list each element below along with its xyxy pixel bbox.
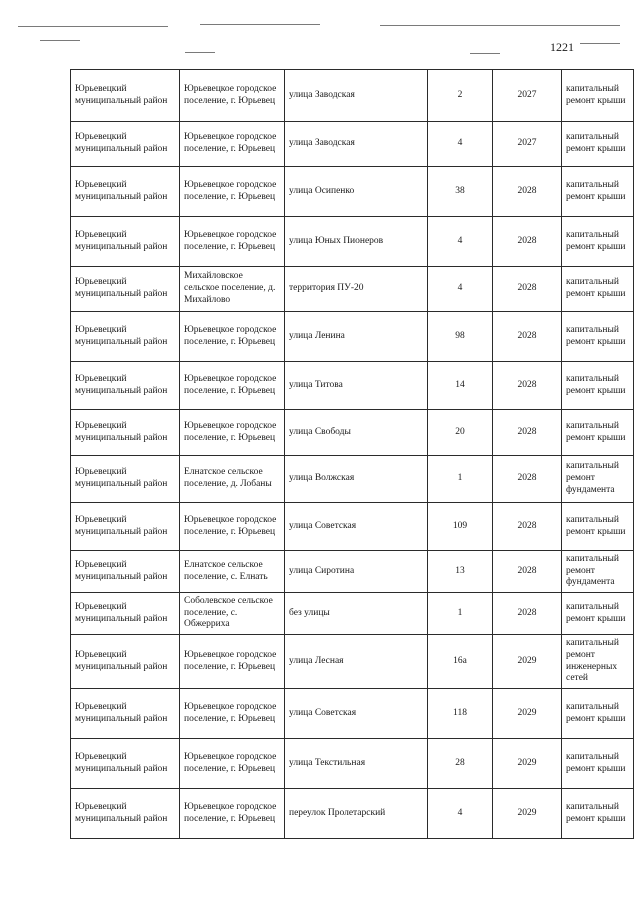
district-cell: Юрьевецкий муниципальный район	[71, 456, 180, 503]
street-cell: улица Текстильная	[285, 739, 428, 789]
district-cell: Юрьевецкий муниципальный район	[71, 217, 180, 267]
street-cell: переулок Пролетарский	[285, 789, 428, 839]
settlement-cell: Юрьевецкое городское поселение, г. Юрьевец	[180, 739, 285, 789]
street-cell: улица Лесная	[285, 635, 428, 689]
house-number-cell: 4	[428, 267, 493, 312]
repair-schedule-table	[70, 69, 634, 839]
work-type-cell: капитальный ремонт крыши	[562, 267, 634, 312]
table-row	[71, 551, 634, 593]
work-type-cell: капитальный ремонт крыши	[562, 689, 634, 739]
district-cell: Юрьевецкий муниципальный район	[71, 70, 180, 122]
settlement-cell: Юрьевецкое городское поселение, г. Юрьевец	[180, 410, 285, 456]
house-number-cell: 4	[428, 217, 493, 267]
house-number-cell: 4	[428, 789, 493, 839]
district-cell: Юрьевецкий муниципальный район	[71, 122, 180, 167]
street-cell: без улицы	[285, 593, 428, 635]
district-cell: Юрьевецкий муниципальный район	[71, 312, 180, 362]
table-row	[71, 789, 634, 839]
work-type-cell: капитальный ремонт крыши	[562, 167, 634, 217]
year-cell: 2027	[493, 70, 562, 122]
work-type-cell: капитальный ремонт фундамента	[562, 551, 634, 593]
house-number-cell: 4	[428, 122, 493, 167]
street-cell: улица Советская	[285, 503, 428, 551]
year-cell: 2029	[493, 635, 562, 689]
street-cell: улица Волжская	[285, 456, 428, 503]
settlement-cell: Юрьевецкое городское поселение, г. Юрьевец	[180, 503, 285, 551]
house-number-cell: 118	[428, 689, 493, 739]
table-row	[71, 503, 634, 551]
year-cell: 2028	[493, 551, 562, 593]
page-number: 1221	[550, 40, 574, 54]
work-type-cell: капитальный ремонт крыши	[562, 70, 634, 122]
house-number-cell: 16а	[428, 635, 493, 689]
settlement-cell: Юрьевецкое городское поселение, г. Юрьевец	[180, 167, 285, 217]
table-row	[71, 635, 634, 689]
table-row	[71, 410, 634, 456]
table-row	[71, 217, 634, 267]
year-cell: 2027	[493, 122, 562, 167]
scan-artifact-line	[18, 26, 168, 27]
year-cell: 2028	[493, 362, 562, 410]
table-row	[71, 312, 634, 362]
settlement-cell: Юрьевецкое городское поселение, г. Юрьевец	[180, 70, 285, 122]
district-cell: Юрьевецкий муниципальный район	[71, 410, 180, 456]
scan-artifact-line	[40, 40, 80, 41]
year-cell: 2029	[493, 789, 562, 839]
house-number-cell: 38	[428, 167, 493, 217]
street-cell: улица Юных Пионеров	[285, 217, 428, 267]
house-number-cell: 13	[428, 551, 493, 593]
year-cell: 2029	[493, 689, 562, 739]
work-type-cell: капитальный ремонт крыши	[562, 122, 634, 167]
scan-artifact-line	[185, 52, 215, 53]
house-number-cell: 20	[428, 410, 493, 456]
settlement-cell: Елнатское сельское поселение, с. Елнать	[180, 551, 285, 593]
work-type-cell: капитальный ремонт фундамента	[562, 456, 634, 503]
year-cell: 2028	[493, 167, 562, 217]
street-cell: территория ПУ-20	[285, 267, 428, 312]
settlement-cell: Соболевское сельское поселение, с. Обжерриха	[180, 593, 285, 635]
district-cell: Юрьевецкий муниципальный район	[71, 362, 180, 410]
house-number-cell: 1	[428, 456, 493, 503]
settlement-cell: Юрьевецкое городское поселение, г. Юрьевец	[180, 122, 285, 167]
house-number-cell: 28	[428, 739, 493, 789]
work-type-cell: капитальный ремонт инженерных сетей	[562, 635, 634, 689]
work-type-cell: капитальный ремонт крыши	[562, 739, 634, 789]
scan-artifact-line	[470, 53, 500, 54]
street-cell: улица Советская	[285, 689, 428, 739]
table-row	[71, 456, 634, 503]
table-row	[71, 362, 634, 410]
district-cell: Юрьевецкий муниципальный район	[71, 551, 180, 593]
settlement-cell: Михайловское сельское поселение, д. Михайлово	[180, 267, 285, 312]
work-type-cell: капитальный ремонт крыши	[562, 312, 634, 362]
street-cell: улица Титова	[285, 362, 428, 410]
settlement-cell: Юрьевецкое городское поселение, г. Юрьевец	[180, 635, 285, 689]
district-cell: Юрьевецкий муниципальный район	[71, 503, 180, 551]
district-cell: Юрьевецкий муниципальный район	[71, 789, 180, 839]
street-cell: улица Ленина	[285, 312, 428, 362]
street-cell: улица Сиротина	[285, 551, 428, 593]
table-row	[71, 593, 634, 635]
year-cell: 2028	[493, 456, 562, 503]
year-cell: 2028	[493, 593, 562, 635]
district-cell: Юрьевецкий муниципальный район	[71, 593, 180, 635]
street-cell: улица Заводская	[285, 70, 428, 122]
table-row	[71, 167, 634, 217]
district-cell: Юрьевецкий муниципальный район	[71, 739, 180, 789]
settlement-cell: Юрьевецкое городское поселение, г. Юрьевец	[180, 789, 285, 839]
street-cell: улица Заводская	[285, 122, 428, 167]
house-number-cell: 2	[428, 70, 493, 122]
district-cell: Юрьевецкий муниципальный район	[71, 267, 180, 312]
house-number-cell: 1	[428, 593, 493, 635]
year-cell: 2028	[493, 267, 562, 312]
work-type-cell: капитальный ремонт крыши	[562, 503, 634, 551]
work-type-cell: капитальный ремонт крыши	[562, 410, 634, 456]
year-cell: 2028	[493, 217, 562, 267]
work-type-cell: капитальный ремонт крыши	[562, 593, 634, 635]
year-cell: 2028	[493, 410, 562, 456]
district-cell: Юрьевецкий муниципальный район	[71, 635, 180, 689]
settlement-cell: Елнатское сельское поселение, д. Лобаны	[180, 456, 285, 503]
year-cell: 2029	[493, 739, 562, 789]
year-cell: 2028	[493, 503, 562, 551]
street-cell: улица Осипенко	[285, 167, 428, 217]
district-cell: Юрьевецкий муниципальный район	[71, 167, 180, 217]
table-row	[71, 70, 634, 122]
house-number-cell: 14	[428, 362, 493, 410]
district-cell: Юрьевецкий муниципальный район	[71, 689, 180, 739]
table-row	[71, 739, 634, 789]
house-number-cell: 98	[428, 312, 493, 362]
settlement-cell: Юрьевецкое городское поселение, г. Юрьевец	[180, 362, 285, 410]
settlement-cell: Юрьевецкое городское поселение, г. Юрьевец	[180, 312, 285, 362]
settlement-cell: Юрьевецкое городское поселение, г. Юрьевец	[180, 217, 285, 267]
settlement-cell: Юрьевецкое городское поселение, г. Юрьевец	[180, 689, 285, 739]
table-row	[71, 267, 634, 312]
work-type-cell: капитальный ремонт крыши	[562, 217, 634, 267]
work-type-cell: капитальный ремонт крыши	[562, 362, 634, 410]
house-number-cell: 109	[428, 503, 493, 551]
scan-artifact-line	[580, 43, 620, 44]
scan-artifact-line	[200, 24, 320, 25]
year-cell: 2028	[493, 312, 562, 362]
scan-artifact-line	[380, 25, 620, 26]
street-cell: улица Свободы	[285, 410, 428, 456]
work-type-cell: капитальный ремонт крыши	[562, 789, 634, 839]
table-row	[71, 689, 634, 739]
table-row	[71, 122, 634, 167]
